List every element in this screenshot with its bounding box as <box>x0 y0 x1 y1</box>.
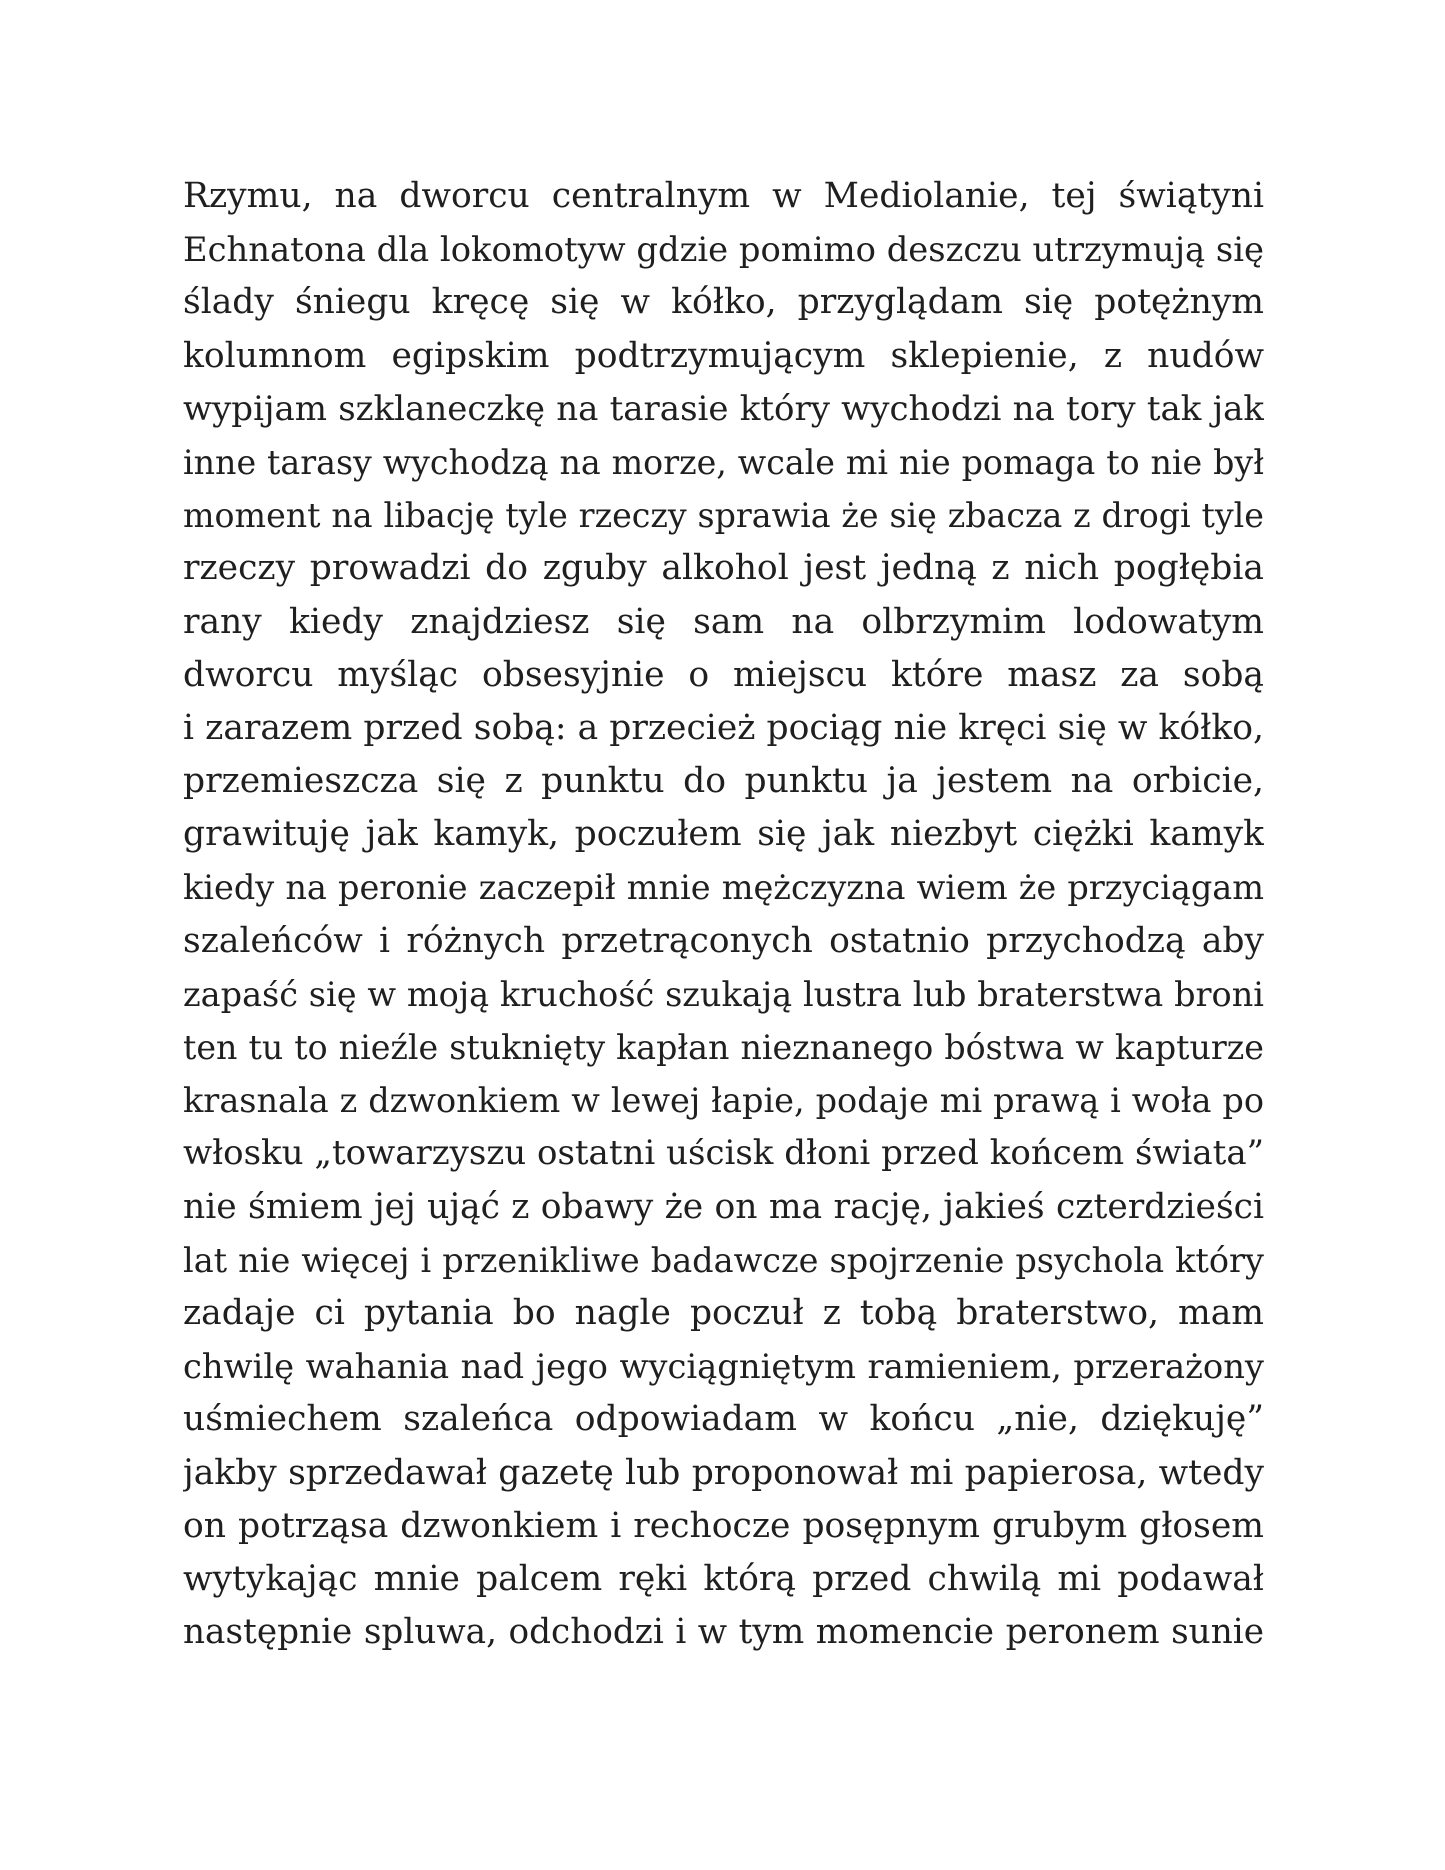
text-line: Rzymu, na dworcu centralnym w Mediolanie, tej świątyni <box>183 176 1264 216</box>
text-line: jakby sprzedawał gazetę lub proponował mi papierosa, wtedy <box>183 1452 1264 1493</box>
text-line: rzeczy prowadzi do zguby alkohol jest jedną z nich pogłębia <box>183 548 1264 589</box>
text-line: następnie spluwa, odchodzi i w tym momencie peronem sunie <box>183 1612 1264 1653</box>
text-line: on potrząsa dzwonkiem i rechocze posępnym grubym głosem <box>183 1505 1264 1546</box>
text-line: ślady śniegu kręcę się w kółko, przyglądam się potężnym <box>183 282 1264 323</box>
text-line: dworcu myśląc obsesyjnie o miejscu które masz za sobą <box>183 654 1264 695</box>
text-line: rany kiedy znajdziesz się sam na olbrzymim lodowatym <box>183 601 1264 642</box>
text-line: zapaść się w moją kruchość szukają lustra lub braterstwa broni <box>183 974 1264 1014</box>
text-line: inne tarasy wychodzą na morze, wcale mi nie pomaga to nie był <box>183 442 1264 482</box>
body-text <box>183 170 1264 1659</box>
text-line: kiedy na peronie zaczepił mnie mężczyzna wiem że przyciągam <box>183 868 1264 908</box>
text-line: grawituję jak kamyk, poczułem się jak niezbyt ciężki kamyk <box>183 814 1264 855</box>
text-line: lat nie więcej i przenikliwe badawcze spojrzenie psychola który <box>183 1240 1264 1280</box>
text-line: chwilę wahania nad jego wyciągniętym ramieniem, przerażony <box>183 1347 1264 1387</box>
text-line: włosku „towarzyszu ostatni uścisk dłoni przed końcem świata” <box>183 1133 1264 1174</box>
text-line: zadaje ci pytania bo nagle poczuł z tobą braterstwo, mam <box>183 1292 1264 1333</box>
text-line: i zarazem przed sobą: a przecież pociąg nie kręci się w kółko, <box>183 707 1264 748</box>
text-line: uśmiechem szaleńca odpowiadam w końcu „nie, dziękuję” <box>183 1399 1264 1440</box>
text-line: szaleńców i różnych przetrąconych ostatnio przychodzą aby <box>183 920 1264 961</box>
text-line: ten tu to nieźle stuknięty kapłan nieznanego bóstwa w kapturze <box>183 1028 1264 1067</box>
text-line: Echnatona dla lokomotyw gdzie pomimo deszczu utrzymują się <box>183 230 1264 270</box>
text-line: wytykając mnie palcem ręki którą przed chwilą mi podawał <box>183 1558 1264 1599</box>
text-line: nie śmiem jej ująć z obawy że on ma rację, jakieś czterdzieści <box>183 1186 1264 1227</box>
text-line: moment na libację tyle rzeczy sprawia że się zbacza z drogi tyle <box>183 496 1264 536</box>
text-line: przemieszcza się z punktu do punktu ja jestem na orbicie, <box>183 761 1264 802</box>
text-line: kolumnom egipskim podtrzymującym sklepienie, z nudów <box>183 335 1264 376</box>
text-line: wypijam szklaneczkę na tarasie który wychodzi na tory tak jak <box>183 388 1264 429</box>
text-line: krasnala z dzwonkiem w lewej łapie, podaje mi prawą i woła po <box>183 1081 1264 1121</box>
